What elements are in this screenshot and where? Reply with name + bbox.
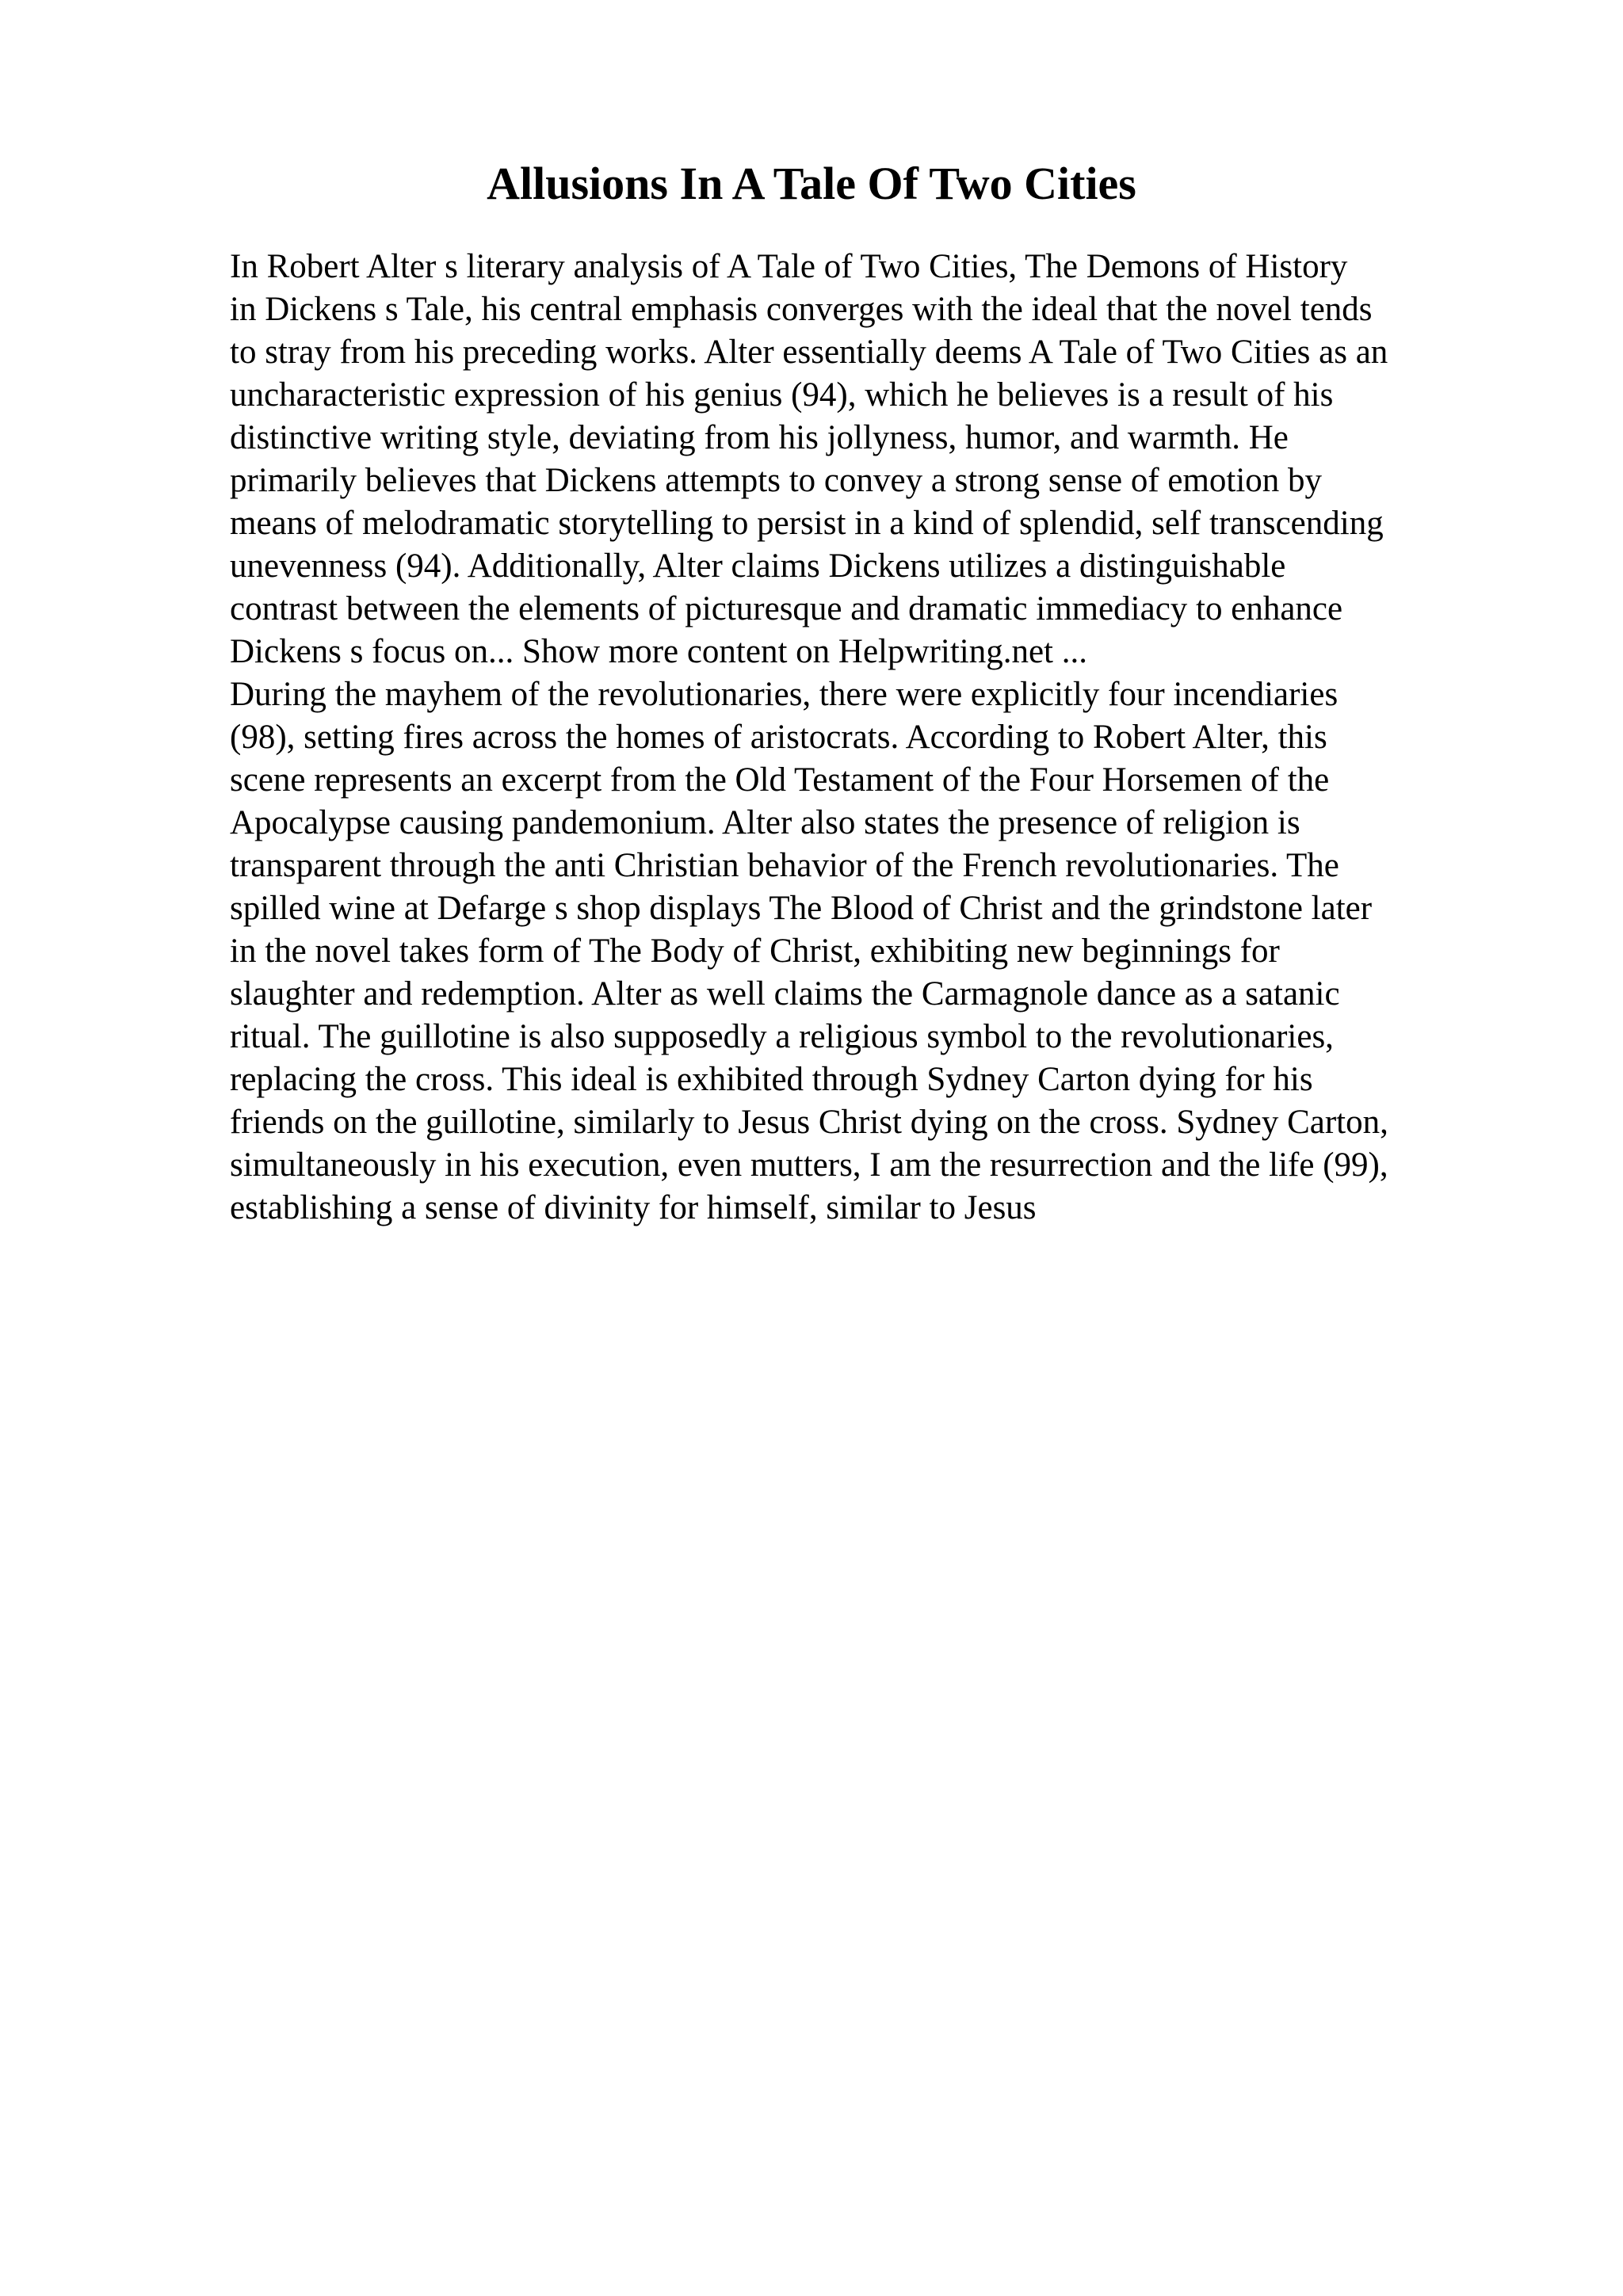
body-line-show-more: Dickens s focus on... Show more content on Helpwriting.net ... xyxy=(230,633,1087,670)
body-line: means of melodramatic storytelling to persist in a kind of splendid, self transcending xyxy=(230,505,1384,542)
body-line: (98), setting fires across the homes of aristocrats. According to Robert Alter, this xyxy=(230,719,1327,756)
body-line: establishing a sense of divinity for himself, similar to Jesus xyxy=(230,1189,1037,1226)
document-body xyxy=(230,246,1514,1230)
body-line: to stray from his preceding works. Alter essentially deems A Tale of Two Cities as an xyxy=(230,334,1388,371)
body-line: Apocalypse causing pandemonium. Alter also states the presence of religion is xyxy=(230,804,1300,841)
document-title: Allusions In A Tale Of Two Cities xyxy=(487,158,1136,209)
body-line: spilled wine at Defarge s shop displays The Blood of Christ and the grindstone later xyxy=(230,890,1373,927)
body-line: During the mayhem of the revolutionaries, there were explicitly four incendiaries xyxy=(230,676,1338,713)
body-line: replacing the cross. This ideal is exhibited through Sydney Carton dying for his xyxy=(230,1061,1313,1098)
body-line: in the novel takes form of The Body of Christ, exhibiting new beginnings for xyxy=(230,933,1280,970)
body-line: In Robert Alter s literary analysis of A Tale of Two Cities, The Demons of History xyxy=(230,248,1348,285)
body-line: simultaneously in his execution, even mutters, I am the resurrection and the life (99), xyxy=(230,1146,1388,1184)
body-line: in Dickens s Tale, his central emphasis converges with the ideal that the novel tends xyxy=(230,291,1373,328)
body-line: distinctive writing style, deviating from his jollyness, humor, and warmth. He xyxy=(230,419,1289,456)
body-line: ritual. The guillotine is also supposedly a religious symbol to the revolutionaries, xyxy=(230,1018,1334,1055)
body-line: transparent through the anti Christian behavior of the French revolutionaries. The xyxy=(230,847,1339,884)
body-line: unevenness (94). Additionally, Alter claims Dickens utilizes a distinguishable xyxy=(230,547,1286,585)
body-line: uncharacteristic expression of his genius (94), which he believes is a result of his xyxy=(230,376,1334,414)
body-line: scene represents an excerpt from the Old Testament of the Four Horsemen of the xyxy=(230,761,1330,799)
body-line: friends on the guillotine, similarly to Jesus Christ dying on the cross. Sydney Carton, xyxy=(230,1104,1388,1141)
body-line: contrast between the elements of picturesque and dramatic immediacy to enhance xyxy=(230,590,1343,627)
body-line: slaughter and redemption. Alter as well claims the Carmagnole dance as a satanic xyxy=(230,975,1340,1013)
body-line: primarily believes that Dickens attempts to convey a strong sense of emotion by xyxy=(230,462,1323,499)
